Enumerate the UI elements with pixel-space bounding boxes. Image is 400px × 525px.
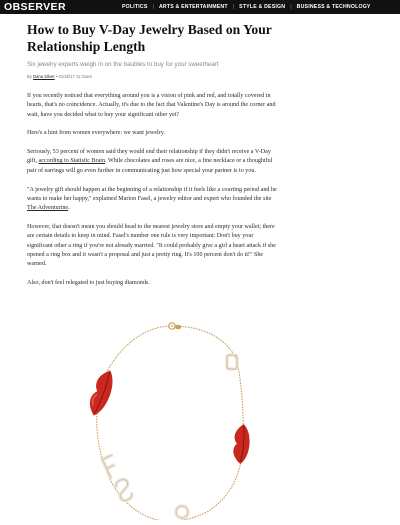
nav-divider: | <box>232 4 235 10</box>
bracelet-illustration <box>62 318 282 520</box>
lips-charm-right <box>232 423 251 464</box>
paragraph-text: Seriously, 53 percent of women said they would end their relationship if they didn't receive a V-Day gift, <box>27 149 271 165</box>
author-link[interactable]: Dana Silver <box>33 74 55 79</box>
paragraph-text: . <box>68 205 70 212</box>
paragraph: Also, don't feel relegated to just buying diamonds. <box>27 279 150 286</box>
paragraph: Here's a hint from women everywhere: we want jewelry. <box>27 130 165 137</box>
paragraph <box>27 148 277 176</box>
paragraph: However, that doesn't mean you should head to the nearest jewelry store and empty your wallet; there are certain details to keep in mind. Fasel's number one rule is very important: Don't buy your significant other a ring if you're not already married. "It could probably give a girl a heart attack if she opened a ring box and it wasn't a proposal and just a pretty ring. It's 100 percent don't do it!" She warned. <box>27 223 276 268</box>
bracelet-chain <box>97 326 244 520</box>
paragraph: If you recently noticed that everything around you is a vision of pink and red, and totally covered in hearts, that's no coincidence. Actually, it's due to the fact that Valentine's Day is around the corner and wait, have you decided what to buy your significant other yet? <box>27 93 276 118</box>
publish-date: • 01/25/17 11:31am <box>55 74 92 79</box>
nav-business-technology[interactable]: BUSINESS & TECHNOLOGY <box>296 4 371 10</box>
clasp-lobster <box>175 325 182 329</box>
lips-charm-left <box>86 367 118 418</box>
nav-style-design[interactable]: STYLE & DESIGN <box>239 4 286 10</box>
statistic-brain-link[interactable]: according to Statistic Brain <box>38 158 106 165</box>
paragraph-text: . While chocolates and roses are nice, a fine necklace or a thoughtful pair of earrings will go even further in communicating just how special your partner is to you. <box>27 158 273 174</box>
byline-prefix: By <box>27 74 32 79</box>
adventurine-link[interactable]: The Adventurine <box>27 205 69 212</box>
sparkle <box>229 357 231 359</box>
top-navigation-bar <box>0 0 400 14</box>
site-logo[interactable]: OBSERVER <box>4 1 66 13</box>
byline <box>27 74 277 79</box>
article-subhead: Six jewelry experts weigh in on the baubles to buy for your sweetheart <box>27 61 219 68</box>
nav-divider: | <box>152 4 154 10</box>
nav-arts-entertainment[interactable]: ARTS & ENTERTAINMENT <box>158 4 228 10</box>
sparkle <box>179 509 181 511</box>
bracelet-image <box>62 318 282 520</box>
diamond-letter-charm-right <box>227 355 237 369</box>
sparkle <box>108 461 110 463</box>
nav-politics[interactable]: POLITICS <box>122 4 148 10</box>
diamond-letter-charm-left-2 <box>115 478 133 502</box>
article-body <box>27 92 277 288</box>
paragraph <box>27 186 277 214</box>
section-nav <box>122 4 371 10</box>
diamond-letter-charm-bottom <box>176 506 188 518</box>
nav-divider: | <box>290 4 292 10</box>
diamond-letter-charm-left <box>102 455 120 477</box>
article-headline: How to Buy V-Day Jewelry Based on Your Relationship Length <box>27 22 272 54</box>
article <box>27 22 277 298</box>
paragraph-text: "A jewelry gift should happen at the beginning of a relationship if it feels like a courting period and he wants to make her happy," explained Marion Fasel, a jewelry editor and expert who founded the site <box>27 186 277 202</box>
